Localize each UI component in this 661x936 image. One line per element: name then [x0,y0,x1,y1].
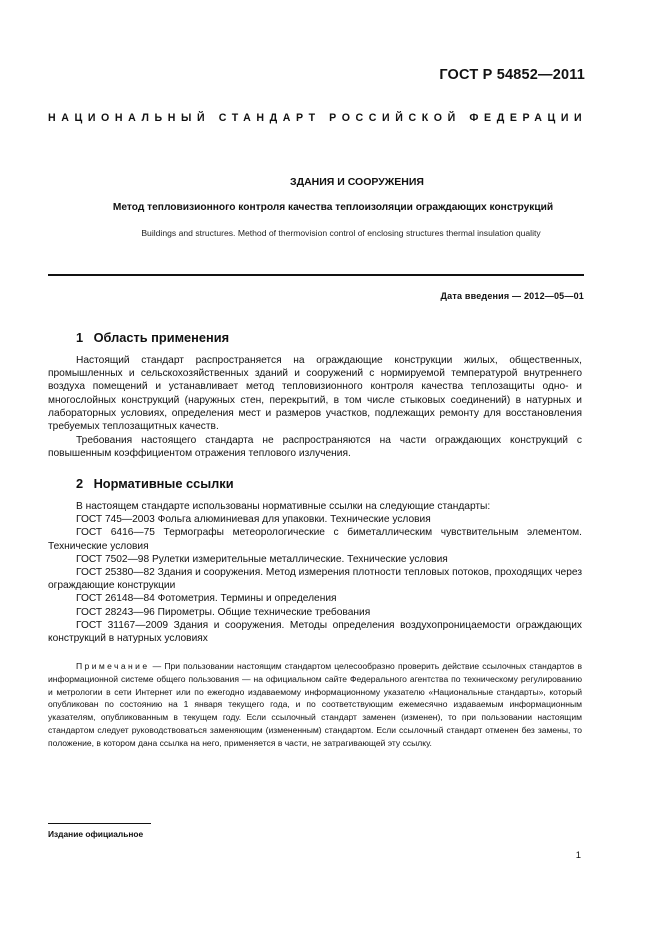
document-number: ГОСТ Р 54852—2011 [439,67,585,83]
document-subtitle: Метод тепловизионного контроля качества теплоизоляции ограждающих конструкций [112,202,554,213]
reference-item: ГОСТ 26148—84 Фотометрия. Термины и определения [76,593,337,605]
note-label: Примечание [76,661,150,671]
reference-item: ГОСТ 745—2003 Фольга алюминиевая для упаковки. Технические условия [76,514,431,526]
section-2-number: 2 [76,476,84,491]
section-1-heading [76,330,229,345]
title-divider [48,274,584,276]
reference-item: ГОСТ 31167—2009 Здания и сооружения. Методы определения воздухопроницаемости ограждающих конструкций в натурных условиях [48,619,582,645]
english-title: Buildings and structures. Method of thermovision control of enclosing structures thermal insulation quality [141,228,541,238]
reference-item: ГОСТ 28243—96 Пирометры. Общие технические требования [76,606,371,618]
section-1-number: 1 [76,330,84,345]
document-title: ЗДАНИЯ И СООРУЖЕНИЯ [290,176,424,188]
references-list [48,500,582,645]
national-standard-line: НАЦИОНАЛЬНЫЙ СТАНДАРТ РОССИЙСКОЙ ФЕДЕРАЦИИ [48,112,588,124]
section-1-paragraph: Требования настоящего стандарта не распространяются на части ограждающих конструкций с повышенным коэффициентом отражения теплового излучения. [48,435,582,460]
reference-item: ГОСТ 6416—75 Термографы метеорологические с биметаллическим чувствительным элементом. Технические условия [48,527,582,552]
edition-label: Издание официальное [48,829,144,839]
reference-item: ГОСТ 25380—82 Здания и сооружения. Метод измерения плотности тепловых потоков, проходящих через ограждающие конструкции [48,567,582,592]
section-1-paragraph: Настоящий стандарт распространяется на ограждающие конструкции жилых, общественных, промышленных и сельскохозяйственных зданий и сооружений с нормируемой температурой внутреннего воздуха помещений и устанавливает метод тепловизионного контроля качества теплозащиты одно- и многослойных конструкций (наружных стен, перекрытий, в том числе стыковых соединений) в натурных и лабораторных условиях, определения мест и размеров участков, подлежащих ремонту для восстановления требуемых теплозащитных качеств. [48,355,582,433]
introduction-date: Дата введения — 2012—05—01 [440,291,584,301]
note-paragraph [48,660,582,750]
reference-item: ГОСТ 7502—98 Рулетки измерительные металлические. Технические условия [76,553,448,565]
section-1-title: Область применения [93,330,230,345]
note-text: — При пользовании настоящим стандартом целесообразно проверить действие ссылочных стандартов в информационной системе общего пользования — на официальном сайте Федерального агентства по техническому регулированию и метрологии в сети Интернет или по ежегодно издаваемому информационному указателю «Национальные стандарты», который опубликован по состоянию на 1 января текущего года, и по соответствующим ежемесячно издаваемым информационным указателям, опубликованным в текущем году. Если ссылочный стандарт заменен (изменен), то при пользовании настоящим стандартом следует руководствоваться заменяющим (измененным) стандартом. Если ссылочный стандарт отменен без замены, то положение, в котором дана ссылка на него, применяется в части, не затрагивающей эту ссылку. [48,661,582,748]
section-2-heading [76,476,234,491]
footer-divider [48,823,151,824]
page-number: 1 [575,850,581,861]
section-2-title: Нормативные ссылки [93,476,234,491]
references-intro: В настоящем стандарте использованы нормативные ссылки на следующие стандарты: [76,501,491,512]
